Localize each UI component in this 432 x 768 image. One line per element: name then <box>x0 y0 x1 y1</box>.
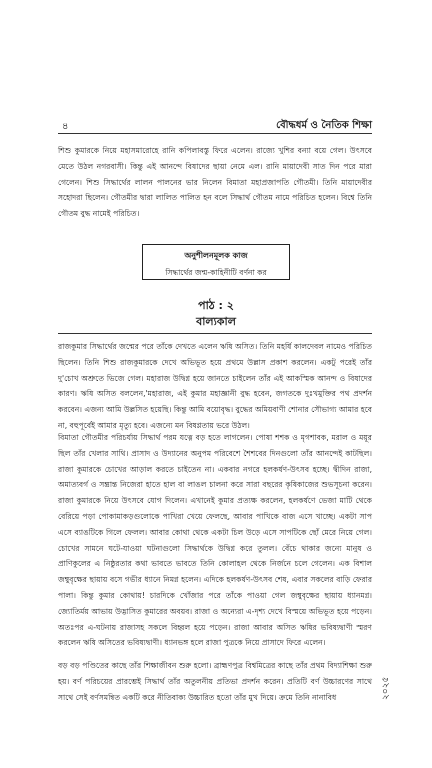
side-page-number: ২০২৫ <box>381 676 391 700</box>
childhood-paragraph: বিমাতা গৌতমীর পরিচর্যায় সিদ্ধার্থ পরম যত্নে বড় হতে লাগলেন। পোষা শশক ও মৃগশাবক, মরাল ও ময়ূর ছিল তাঁর খেলার সাথি। প্রাসাদ ও উদ্যানের অনুপম পরিবেশে শৈশবের দিনগুলো তাঁর আনন্দেই কাটছিল। রাজা কুমারকে চোখের আড়াল করতে চাইতেন না। একবার নগরে হলকর্ষণ-উৎসব হচ্ছে। দ্বীদিন রাজা, অমাত্যবর্গ ও সম্ভ্রান্ত নিজেরা হাতে হাল বা লাঙল চালনা করে সারা বছরের কৃষিকাজের শুভসূচনা করেন। রাজা কুমারকে নিয়ে উৎসবে যোগ দিলেন। এখানেই কুমার প্রত্যক্ষ করলেন, হলকর্ষণে ভেজা মাটি থেকে বেরিয়ে পড়া পোকামাকড়গুলোকে পাখিরা খেয়ে ফেলছে, আবার পাখিকে বাজ এসে খাচ্ছে। একটা সাপ এসে ব্যাঙটিকে গিলে ফেলল। আবার কোথা থেকে একটা চিল উড়ে এসে সাপটিকে ছোঁ মেরে নিয়ে গেল। চোখের সামনে ঘটে-যাওয়া ঘটনাগুলো সিদ্ধার্থকে উদ্বিগ্ন করে তুলল। বেঁচে থাকার জন্যে মানুষ ও প্রাণিকুলের এ নিষ্ঠুরতার কথা ভাবতে ভাবতে তিনি কোলাহল থেকে নির্জনে চলে গেলেন। এক বিশাল জম্বুবৃক্ষের ছায়ায় বসে গভীর ধ্যানে নিমগ্ন হলেন। এদিকে হলকর্ষণ-উৎসব শেষ, এবার সকলের বাড়ি ফেরার পালা। কিন্তু কুমার কোথায়! চারদিকে খোঁজার পরে তাঁকে পাওয়া গেল জম্বুবৃক্ষের ছায়ায় ধ্যানমগ্ন। জ্যোতির্ময় আভায় উদ্ভাসিত কুমারের অবয়ব। রাজা ও অন্যেরা এ-দৃশ্য দেখে বিস্ময়ে অভিভূত হয়ে পড়েন। অতঃপর এ-ঘটনায় রাজাসহ সকলে বিহ্বল হয়ে পড়েন। রাজা আবার অসিত ঋষির ভবিষ্যদ্বাণী স্মরণ করলেন ঋষি অসিতের ভবিষ্যদ্বাণী। ধ্যানভঙ্গ হলে রাজা পুত্রকে নিয়ে প্রাসাদে ফিরে এলেন। <box>58 433 372 648</box>
header-rule <box>58 133 372 134</box>
asita-paragraph: রাজকুমার সিদ্ধার্থের জন্মের পরে তাঁকে দেখতে এলেন ঋষি অসিত। তিনি মহর্ষি কালদেবল নামেও পরিচিত ছিলেন। তিনি শিশু রাজকুমারকে দেখে অভিভূত হয়ে প্রথমে উল্লাস প্রকাশ করলেন। একটু পরেই তাঁর দু'চোখ অশ্রুতে ভিজে গেল। মহারাজ উদ্বিগ্ন হয়ে জানতে চাইলেন তাঁর এই আকস্মিক আনন্দ ও বিষাদের কারণ। ঋষি অসিত বললেন,'মহারাজ, এই কুমার মহাজ্ঞানী বুদ্ধ হবেন, জগতকে দুঃখমুক্তির পথ প্রদর্শন করবেন। এজন্য আমি উল্লসিত হয়েছি। কিন্তু আমি বয়োবৃদ্ধ। বুদ্ধের অমিয়বাণী শোনার সৌভাগ্য আমার হবে না, বহুপূর্বেই আমার মৃত্যু হবে। এজন্যে মন বিষণ্ণতায় ভরে উঠল। <box>58 342 372 430</box>
lesson-title: বাল্যকাল <box>196 315 236 328</box>
education-paragraph: বড় বড় পণ্ডিতের কাছে তাঁর শিক্ষাজীবন শুরু হলো। ব্রাহ্মণপুত্র বিশ্বমিত্রের কাছে তাঁর প্রথম বিদ্যাশিক্ষা শুরু হয়। বর্ণ পরিচয়ের প্রারম্ভেই সিদ্ধার্থ তাঁর অতুলনীয় প্রতিভা প্রদর্শন করেন। প্রতিটি বর্ণ উচ্চারণের সাথে সাথে সেই বর্ণসমন্বিত একটি করে নীতিবাক্য উচ্চারিত হতো তাঁর মুখ দিয়ে। ক্রমে তিনি নানাবিধ <box>58 661 372 702</box>
intro-paragraph: শিশু কুমারকে নিয়ে মহাসমারোহে রানি কপিলাবস্তু ফিরে এলেন। রাজ্যে খুশির বন্যা বয়ে গেল। উৎসবে মেতে উঠল নগরবাসী। কিন্তু এই আনন্দে বিষাদের ছায়া নেমে এল। রানি মায়াদেবী সাত দিন পরে মারা গেলেন। শিশু সিদ্ধার্থের লালন পালনের ভার নিলেন বিমাতা মহাপ্রজাপতি গৌতমী। তিনি মায়াদেবীর সহোদরা ছিলেন। গৌতমীর দ্বারা লালিত পালিত হন বলে সিদ্ধার্থ গৌতম নামে পরিচিত হলেন। বিশ্বে তিনি গৌতম বুদ্ধ নামেই পরিচিত। <box>58 146 372 219</box>
activity-box <box>142 244 290 280</box>
activity-title: অনুশীলনমূলক কাজ <box>184 251 248 260</box>
lesson-rule <box>58 333 372 334</box>
lesson-number: পাঠ : ২ <box>198 299 234 312</box>
running-head: বৌদ্ধধর্ম ও নৈতিক শিক্ষা <box>276 120 372 131</box>
page-number: ৪ <box>62 121 69 132</box>
activity-task: সিদ্ধার্থের জন্ম-কাহিনীটি বর্ণনা কর <box>165 268 267 277</box>
